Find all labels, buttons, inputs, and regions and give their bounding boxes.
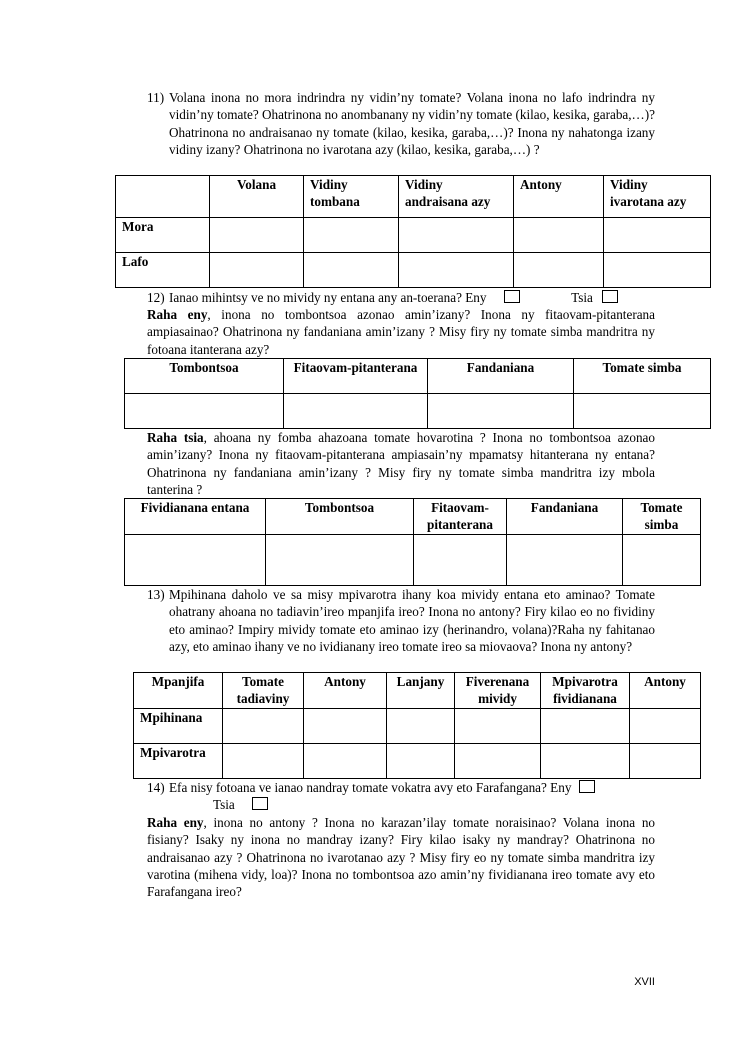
page-number: XVII — [634, 976, 655, 988]
header-fitaovam-pitanterana: Fitaovam-pitanterana — [284, 359, 428, 394]
table-cell[interactable] — [399, 218, 514, 253]
label-tsia: Tsia — [213, 797, 235, 813]
table-cell[interactable] — [455, 709, 541, 744]
row-label-mpivarotra: Mpivarotra — [134, 744, 223, 779]
table-cell[interactable] — [125, 535, 266, 586]
header-tomate-simba: Tomate simba — [623, 499, 701, 535]
question-number: 14) — [147, 780, 165, 795]
header-mpanjifa: Mpanjifa — [134, 673, 223, 709]
table-cell[interactable] — [387, 744, 455, 779]
checkbox-eny[interactable] — [504, 290, 520, 303]
header-tomate-tadiaviny: Tomate tadiaviny — [223, 673, 304, 709]
question-text: Efa nisy fotoana ve ianao nandray tomate vokatra avy eto Farafangana? Eny — [169, 780, 572, 795]
table-cell[interactable] — [541, 744, 630, 779]
row-label-mpihinana: Mpihinana — [134, 709, 223, 744]
label-tsia: Tsia — [571, 290, 593, 305]
table-cell[interactable] — [414, 535, 507, 586]
table-cell[interactable] — [210, 218, 304, 253]
header-tombontsoa: Tombontsoa — [125, 359, 284, 394]
table-cell[interactable] — [428, 394, 574, 429]
question-number: 13) — [147, 587, 165, 602]
checkbox-tsia[interactable] — [252, 797, 268, 810]
transport-table — [124, 358, 711, 429]
header-tombontsoa: Tombontsoa — [266, 499, 414, 535]
table-cell[interactable] — [630, 709, 701, 744]
table-cell[interactable] — [304, 709, 387, 744]
header-fiverenana-mividy: Fiverenana mividy — [455, 673, 541, 709]
table-cell[interactable] — [455, 744, 541, 779]
row-label-mora: Mora — [116, 218, 210, 253]
checkbox-eny[interactable] — [579, 780, 595, 793]
table-cell[interactable] — [210, 253, 304, 288]
table-cell[interactable] — [304, 253, 399, 288]
header-vidiny-andraisana: Vidiny andraisana azy — [399, 176, 514, 218]
raha-eny-label: Raha eny — [147, 815, 204, 830]
header-antony: Antony — [514, 176, 604, 218]
table-cell[interactable] — [630, 744, 701, 779]
header-antony-2: Antony — [630, 673, 701, 709]
question-13 — [147, 586, 655, 655]
raha-eny-text: , inona no tombontsoa azonao amin’izany? Inona ny fitaovam-pitanterana ampiasainao? Ohatrinona ny fandaniana amin’izany ? Misy firy ny tomate simba mandritra ny fotoana itanterana azy? — [147, 307, 656, 357]
table-cell[interactable] — [125, 394, 284, 429]
table-cell[interactable] — [284, 394, 428, 429]
table-cell[interactable] — [623, 535, 701, 586]
table-cell[interactable] — [514, 253, 604, 288]
raha-tsia-paragraph — [147, 429, 655, 498]
table-cell[interactable] — [223, 744, 304, 779]
checkbox-tsia[interactable] — [602, 290, 618, 303]
question-14 — [147, 779, 667, 814]
question-number: 11) — [147, 90, 165, 105]
header-fandaniana: Fandaniana — [507, 499, 623, 535]
question-number: 12) — [147, 290, 165, 305]
raha-tsia-text: , ahoana ny fomba ahazoana tomate hovarotina ? Inona no tombontsoa azonao amin’izany? Inona ny fitaovam-pitanterana ampiasain’ny mpamatsy hitanterana ny entana? Ohatrinona ny fandaniana amin’izany ? Misy firy ny tomate simba mandritra izy mbola tanterina ? — [147, 430, 655, 497]
raha-eny-label: Raha eny — [147, 307, 208, 322]
question-text: Volana inona no mora indrindra ny vidin’ny tomate? Volana inona no lafo indrindra ny vidin’ny tomate? Ohatrinona no anombanany ny vidin’ny tomate (kilao, kesika, garaba,…)? Ohatrinona no andraisanao ny tomate (kilao, kesika, garaba,…)? Inona ny nahatonga izany vidiny izany? Ohatrinona no ivarotana azy (kilao, kesika, garaba,…) ? — [169, 90, 655, 157]
question-11 — [147, 89, 655, 158]
header-vidiny-ivarotana: Vidiny ivarotana azy — [604, 176, 711, 218]
raha-tsia-label: Raha tsia — [147, 430, 204, 445]
question-text: Mpihinana daholo ve sa misy mpivarotra ihany koa mividy entana eto aminao? Tomate ohatrany ahoana no tadiavin’ireo mpanjifa ireo? Inona no antony? Firy kilao eo no fividiny eto aminao? Impiry mividy tomate eto aminao izy (herinandro, volana)?Raha ny fahitanao azy, eto aminao ihany ve no ividianany ireo tomate ireo sa miovaova? Inona ny antony? — [169, 587, 655, 654]
header-vidiny-tombana: Vidiny tombana — [304, 176, 399, 218]
table-cell[interactable] — [574, 394, 711, 429]
table-cell[interactable] — [507, 535, 623, 586]
header-volana: Volana — [210, 176, 304, 218]
price-table — [115, 175, 711, 288]
header-fandaniana: Fandaniana — [428, 359, 574, 394]
question-text: Ianao mihintsy ve no mividy ny entana any an-toerana? Eny — [169, 290, 487, 305]
table-cell[interactable] — [604, 218, 711, 253]
header-antony: Antony — [304, 673, 387, 709]
header-empty — [116, 176, 210, 218]
table-cell[interactable] — [541, 709, 630, 744]
supply-table — [124, 498, 701, 586]
table-cell[interactable] — [387, 709, 455, 744]
table-cell[interactable] — [223, 709, 304, 744]
table-cell[interactable] — [604, 253, 711, 288]
table-cell[interactable] — [304, 218, 399, 253]
table-cell[interactable] — [399, 253, 514, 288]
header-tomate-simba: Tomate simba — [574, 359, 711, 394]
row-label-lafo: Lafo — [116, 253, 210, 288]
table-cell[interactable] — [266, 535, 414, 586]
header-mpivarotra-fividianana: Mpivarotra fividianana — [541, 673, 630, 709]
header-fividianana-entana: Fividianana entana — [125, 499, 266, 535]
table-cell[interactable] — [304, 744, 387, 779]
table-cell[interactable] — [514, 218, 604, 253]
raha-eny-text: , inona no antony ? Inona no karazan’ilay tomate noraisinao? Volana inona no fisiany? Isaky ny inona no mandray izany? Firy kilao isaky ny mandray? Ohatrinona no andraisanao azy ? Ohatrinona no ivarotanao azy ? Misy firy eo ny tomate simba mandritra izy varotina (mihena vidy, loa)? Inona no tombontsoa azo amin’ny fividianana ireo tomate avy eto Farafangana ireo? — [147, 815, 656, 900]
header-fitaovam-pitanterana: Fitaovam-pitanterana — [414, 499, 507, 535]
question-12 — [147, 289, 667, 306]
header-lanjany: Lanjany — [387, 673, 455, 709]
raha-eny-paragraph — [147, 306, 655, 358]
customer-table — [133, 672, 701, 779]
raha-eny-paragraph-14 — [147, 814, 655, 900]
